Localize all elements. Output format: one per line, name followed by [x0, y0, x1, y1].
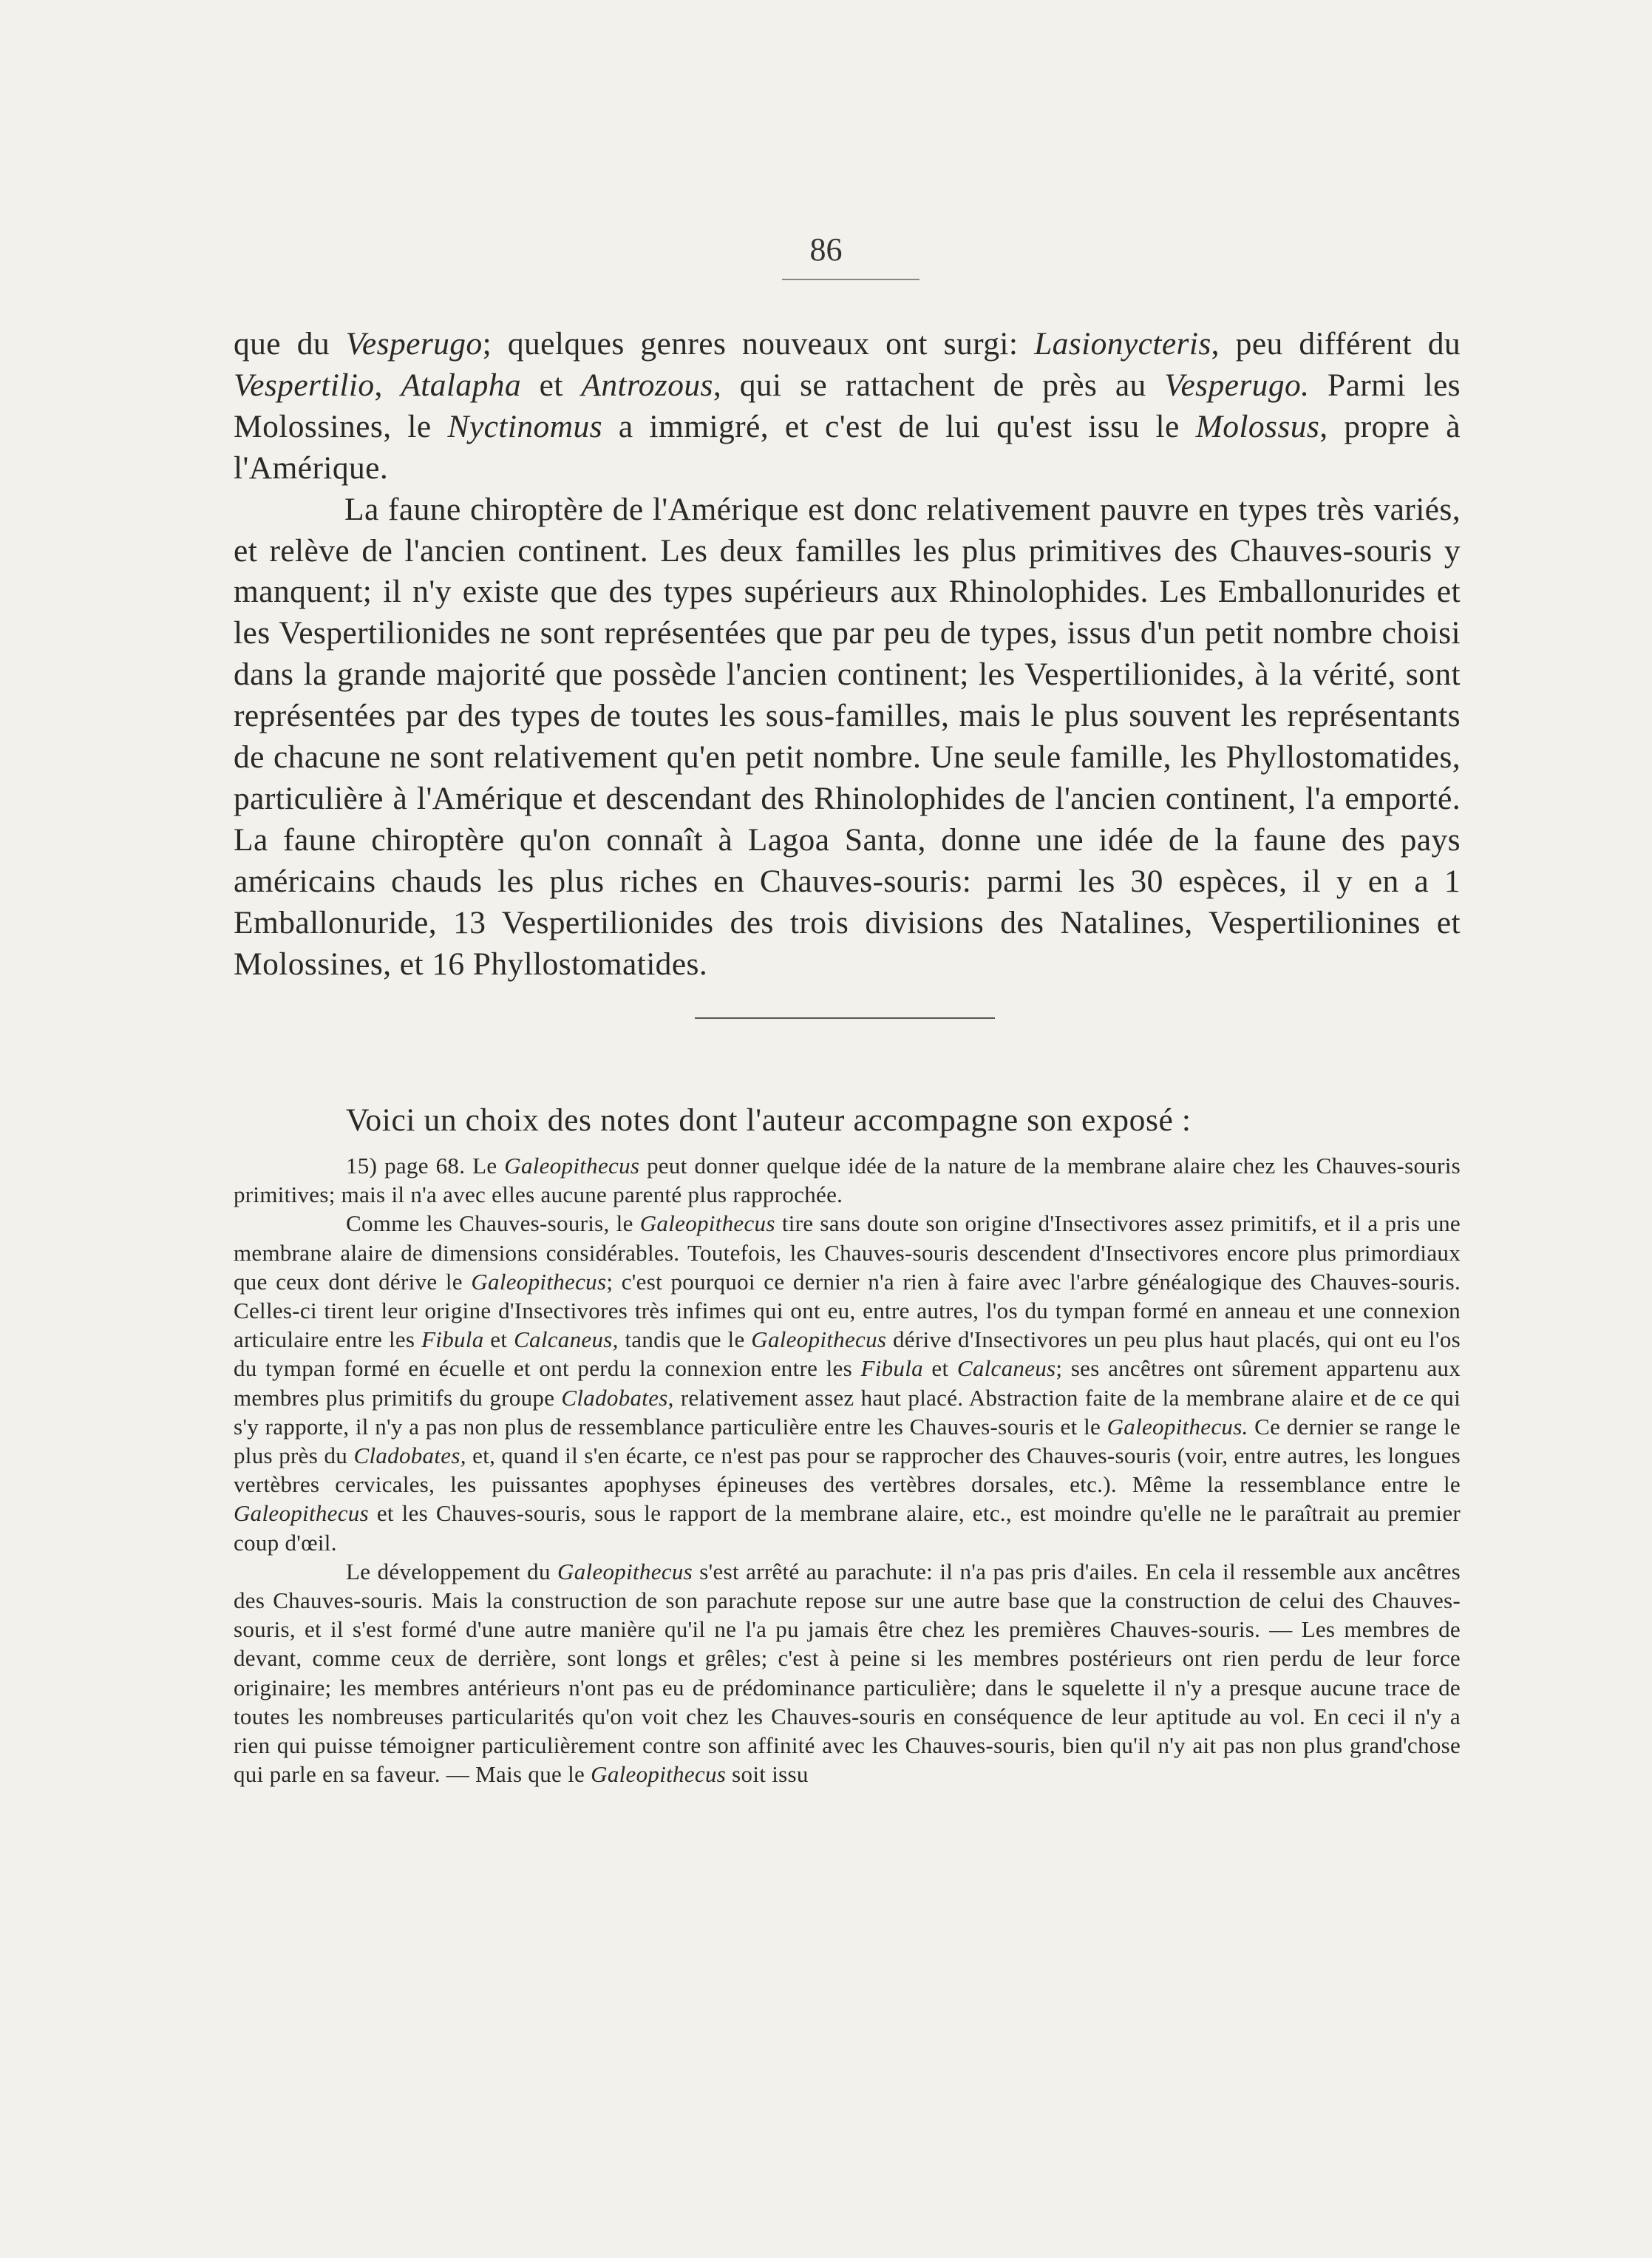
- note-paragraph-2: Comme les Chauves-souris, le Galeopithecus tire sans doute son origine d'Insectivores assez primitifs, et il a pris une membrane alaire de dimensions considérables. Toutefois, les Chauves-souris descendent d'Insectivores encore plus primordiaux que ceux dont dérive le Galeopithecus; c'est pourquoi ce dernier n'a rien à faire avec l'arbre généalogique des Chauves-souris. Celles-ci tirent leur origine d'Insectivores très infimes qui ont eu, entre autres, l'os du tympan formé en anneau et une connexion articulaire entre les Fibula et Calcaneus, tandis que le Galeopithecus dérive d'Insectivores un peu plus haut placés, qui ont eu l'os du tympan formé en écuelle et ont perdu la connexion entre les Fibula et Calcaneus; ses ancêtres ont sûrement appartenu aux membres plus primitifs du groupe Cladobates, relativement assez haut placé. Abstraction faite de la membrane alaire et de ce qui s'y rapporte, il n'y a pas non plus de ressemblance particulière entre les Chauves-souris et le Galeopithecus. Ce dernier se range le plus près du Cladobates, et, quand il s'en écarte, ce n'est pas pour se rapprocher des Chauves-souris (voir, entre autres, les longues vertèbres cervicales, les puissantes apophyses épineuses des vertèbres dorsales, etc.). Même la ressemblance entre le Galeopithecus et les Chauves-souris, sous le rapport de la membrane alaire, etc., est moindre qu'elle ne le paraîtrait au premier coup d'œil.: [234, 1210, 1461, 1556]
- note-paragraph-1: 15) page 68. Le Galeopithecus peut donner quelque idée de la nature de la membrane alaire chez les Chauves-souris primitives; mais il n'a avec elles aucune parenté plus rapprochée.: [234, 1153, 1461, 1208]
- italic-term: Galeopithecus: [504, 1153, 640, 1179]
- italic-term: Molossus: [1195, 408, 1320, 444]
- italic-term: Fibula: [421, 1326, 484, 1353]
- notes: [234, 1151, 1461, 1789]
- italic-term: Nyctinomus: [447, 408, 602, 444]
- main-paragraph-2: La faune chiroptère de l'Amérique est donc relativement pauvre en types très variés, et relève de l'ancien continent. Les deux familles les plus primitives des Chauves-souris y manquent; il n'y existe que des types supérieurs aux Rhinolophides. Les Emballonurides et les Vespertilionides ne sont représentées que par peu de types, issus d'un petit nombre choisi dans la grande majorité que possède l'ancien continent; les Vespertilionides, à la vérité, sont représentées par des types de toutes les sous-familles, mais le plus souvent les représentants de chacune ne sont relativement qu'en petit nombre. Une seule famille, les Phyllostomatides, particulière à l'Amérique et descendant des Rhinolophides de l'ancien continent, l'a emporté. La faune chiroptère qu'on connaît à Lagoa Santa, donne une idée de la faune des pays américains chauds les plus riches en Chauves-souris: parmi les 30 espèces, il y en a 1 Emballonuride, 13 Vespertilionides des trois divisions des Natalines, Vespertilionines et Molossines, et 16 Phyllostomatides.: [234, 491, 1461, 982]
- italic-term: Calcaneus: [956, 1355, 1056, 1382]
- main-text: [234, 324, 1461, 986]
- main-paragraph-1: que du Vesperugo; quelques genres nouveaux ont surgi: Lasionycteris, peu différent du Vespertilio, Atalapha et Antrozous, qui se rattachent de près au Vesperugo. Parmi les Molossines, le Nyctinomus a immigré, et c'est de lui qu'est issu le Molossus, propre à l'Amérique.: [234, 326, 1461, 486]
- italic-term: Vespertilio: [234, 367, 375, 403]
- italic-term: Cladobates,: [353, 1442, 466, 1469]
- note-paragraph-3: Le développement du Galeopithecus s'est arrêté au parachute: il n'a pas pris d'ailes. En cela il ressemble aux ancêtres des Chauves-souris. Mais la construction de son parachute repose sur une autre base que la construction de celui des Chauves-souris, et il s'est formé d'une autre manière qu'il ne l'a pu jamais être chez les premières Chauves-souris. — Les membres de devant, comme ceux de derrière, sont longs et grêles; c'est à peine si les membres postérieurs ont rien perdu de leur force originaire; les membres antérieurs n'ont pas eu de prédominance particulière; dans le squelette il n'y a presque aucune trace de toutes les nombreuses particularités qu'on voit chez les Chauves-souris en conséquence de leur aptitude au vol. En ceci il n'y a rien qui puisse témoigner particulièrement contre son affinité avec les Chauves-souris, bien qu'il n'y ait pas non plus grand'chose qui parle en sa faveur. — Mais que le Galeopithecus soit issu: [234, 1558, 1461, 1788]
- italic-term: Galeopithecus: [751, 1326, 887, 1353]
- italic-term: Vesperugo: [345, 326, 483, 362]
- italic-term: Galeopithecus.: [1107, 1413, 1248, 1440]
- italic-term: Fibula: [860, 1355, 923, 1382]
- section-divider: [695, 1017, 995, 1019]
- italic-term: Galeopithecus: [557, 1558, 693, 1584]
- italic-term: Galeopithecus: [234, 1500, 369, 1527]
- notes-intro: Voici un choix des notes dont l'auteur accompagne son exposé :: [346, 1102, 1192, 1138]
- italic-term: Atalapha: [401, 367, 522, 403]
- italic-term: Galeopithecus: [591, 1761, 727, 1788]
- page-number: 86: [809, 231, 843, 268]
- italic-term: Lasionycteris: [1034, 326, 1211, 362]
- italic-term: Cladobates: [561, 1384, 668, 1411]
- italic-term: Galeopithecus: [471, 1268, 607, 1295]
- italic-term: Vesperugo.: [1164, 367, 1310, 403]
- italic-term: Antrozous: [581, 367, 713, 403]
- italic-term: Galeopithecus: [639, 1210, 775, 1237]
- page-number-rule: [782, 279, 920, 280]
- italic-term: Calcaneus,: [514, 1326, 619, 1353]
